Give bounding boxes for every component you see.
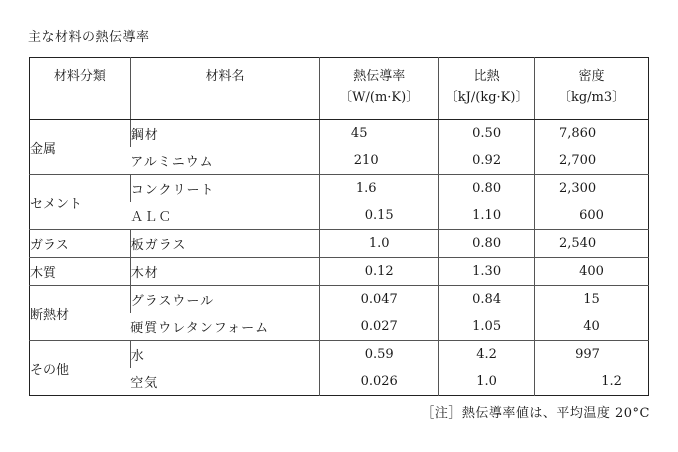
conductivity-value: 210 — [353, 153, 379, 168]
category-cell: 断熱材 — [30, 286, 131, 341]
density-value: 2,300 — [558, 181, 597, 196]
material-name-cell: 硬質ウレタンフォーム — [130, 321, 270, 336]
density-value: 7,860 — [558, 126, 597, 141]
specific-heat-cell — [439, 147, 535, 175]
material-name-cell: アルミニウム — [130, 155, 214, 170]
conductivity-value: 0.12 — [364, 264, 394, 279]
material-name-cell: 空気 — [130, 376, 159, 391]
specific-heat-value: 1.05 — [472, 319, 502, 334]
density-cell — [535, 313, 649, 341]
density-cell — [535, 286, 649, 314]
material-name-cell: ＡＬＣ — [130, 210, 173, 225]
header-category: 材料分類 — [30, 58, 131, 120]
specific-heat-cell — [439, 230, 535, 258]
density-cell — [535, 120, 649, 148]
conductivity-cell — [320, 286, 439, 314]
header-specific-heat: 比熱 〔kJ/(kg·K)〕 — [439, 58, 535, 120]
specific-heat-cell — [439, 175, 535, 203]
density-cell — [535, 258, 649, 286]
conductivity-value: 1.6 — [355, 181, 377, 196]
category-cell: 木質 — [30, 258, 131, 286]
specific-heat-value: 0.50 — [472, 126, 502, 141]
density-cell — [535, 341, 649, 369]
conductivity-value: 0.026 — [360, 374, 398, 389]
specific-heat-cell — [439, 286, 535, 314]
conductivity-cell — [320, 175, 439, 203]
category-cell: セメント — [30, 175, 131, 230]
conductivity-cell — [320, 147, 439, 175]
conductivity-cell — [320, 341, 439, 369]
specific-heat-value: 0.80 — [472, 181, 502, 196]
table-caption: 主な材料の熱伝導率 — [28, 30, 150, 45]
table-row — [30, 258, 649, 286]
table-row — [30, 230, 649, 258]
specific-heat-cell — [439, 313, 535, 341]
density-value: 400 — [579, 264, 604, 279]
density-value: 15 — [583, 292, 600, 307]
specific-heat-value: 4.2 — [476, 347, 497, 362]
material-name-cell: 鋼材 — [130, 120, 320, 148]
specific-heat-value: 0.92 — [472, 153, 502, 168]
specific-heat-cell — [439, 368, 535, 396]
conductivity-cell — [320, 230, 439, 258]
specific-heat-value: 1.30 — [472, 264, 502, 279]
specific-heat-value: 1.10 — [472, 208, 502, 223]
table-row — [30, 120, 649, 148]
conductivity-value: 45 — [350, 126, 368, 141]
density-value: 600 — [579, 208, 604, 223]
material-name-cell: グラスウール — [130, 286, 320, 314]
conductivity-cell — [320, 120, 439, 148]
table-row — [30, 175, 649, 203]
footnote: ［注］熱伝導率値は、平均温度 20°C — [421, 406, 650, 421]
specific-heat-value: 1.0 — [476, 374, 497, 389]
header-material-name: 材料名 — [130, 58, 320, 120]
conductivity-cell — [320, 202, 439, 230]
specific-heat-value: 0.84 — [472, 292, 502, 307]
materials-table — [29, 57, 649, 396]
material-name-cell: 板ガラス — [130, 230, 320, 258]
conductivity-cell — [320, 258, 439, 286]
conductivity-cell — [320, 368, 439, 396]
table-body — [30, 120, 649, 396]
conductivity-value: 0.15 — [364, 208, 394, 223]
conductivity-value: 0.047 — [360, 292, 398, 307]
header-conductivity: 熱伝導率 〔W/(m·K)〕 — [320, 58, 439, 120]
density-value: 997 — [575, 347, 600, 362]
specific-heat-value: 0.80 — [472, 236, 502, 251]
material-name-cell: 水 — [130, 341, 320, 369]
density-value: 1.2 — [601, 374, 622, 389]
category-cell: ガラス — [30, 230, 131, 258]
specific-heat-cell — [439, 120, 535, 148]
specific-heat-cell — [439, 258, 535, 286]
density-cell — [535, 175, 649, 203]
category-cell: その他 — [30, 341, 131, 396]
specific-heat-cell — [439, 341, 535, 369]
density-value: 2,540 — [558, 236, 597, 251]
table-row — [30, 286, 649, 314]
density-cell — [535, 147, 649, 175]
conductivity-value: 1.0 — [368, 236, 390, 251]
density-value: 2,700 — [558, 153, 597, 168]
header-density: 密度 〔kg/m3〕 — [535, 58, 649, 120]
density-cell — [535, 202, 649, 230]
table-row — [30, 341, 649, 369]
specific-heat-cell — [439, 202, 535, 230]
material-name-cell: 木材 — [130, 258, 320, 286]
density-cell — [535, 230, 649, 258]
density-cell — [535, 368, 649, 396]
conductivity-cell — [320, 313, 439, 341]
conductivity-value: 0.027 — [360, 319, 398, 334]
header-row — [30, 58, 649, 120]
category-cell: 金属 — [30, 141, 57, 157]
density-value: 40 — [583, 319, 600, 334]
conductivity-value: 0.59 — [364, 347, 394, 362]
material-name-cell: コンクリート — [130, 175, 320, 203]
